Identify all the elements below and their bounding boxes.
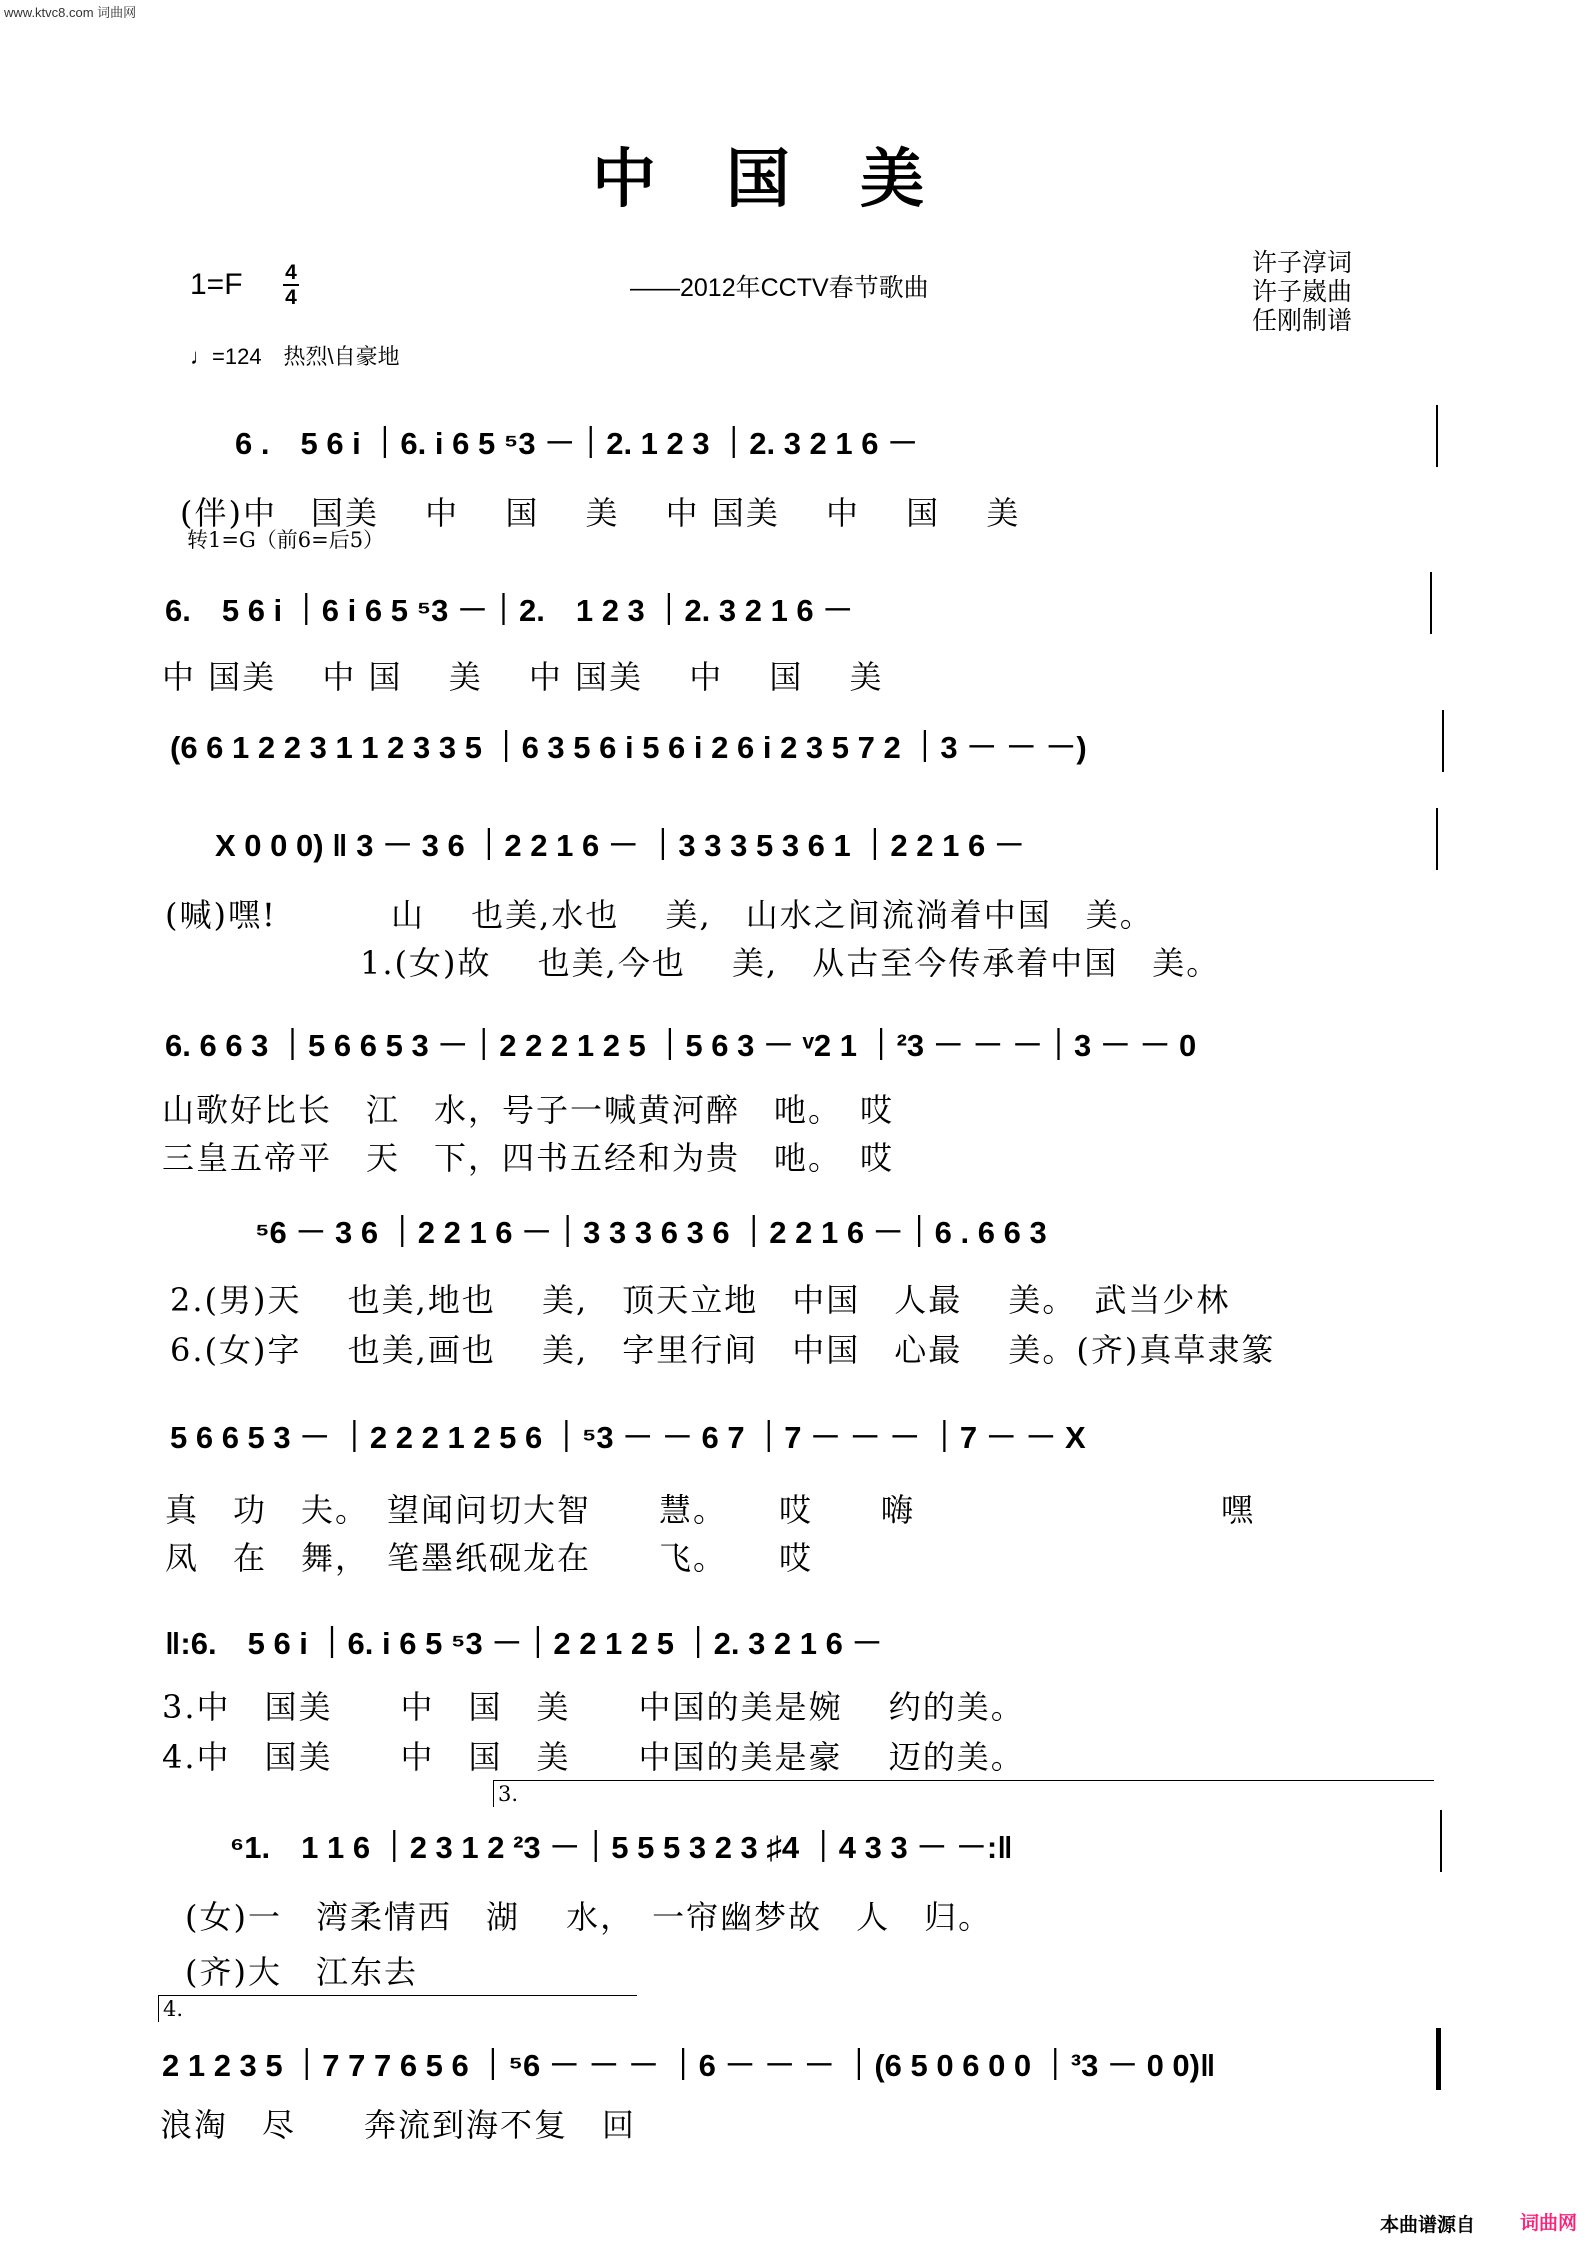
footer-site-logo[interactable]: 词曲网	[1520, 2212, 1578, 2234]
lyric-line-10a: 浪淘 尽 奔流到海不复 回	[160, 2106, 637, 2144]
lyric-line-7b: 凤 在 舞， 笔墨纸砚龙在 飞。 哎	[165, 1539, 814, 1577]
tempo-marking: ♩=124 热烈\自豪地	[190, 344, 400, 369]
score-line-1: 6 . 5 6 i ｜6. i 6 5 ⁵3 －｜2. 1 2 3 ｜2. 3 2 1 6 －	[235, 426, 919, 461]
lyric-line-9a: (女)一 湾柔情西 湖 水， 一帘幽梦故 人 归。	[185, 1898, 993, 1936]
bar-line	[1436, 405, 1438, 467]
watermark: www.ktvc8.com 词曲网	[4, 5, 137, 20]
score-line-2: 6. 5 6 i ｜6 i 6 5 ⁵3 －｜2. 1 2 3 ｜2. 3 2 1 6 －	[165, 593, 854, 628]
score-line-4: X 0 0 0) ‖ 3 － 3 6 ｜2 2 1 6 － ｜3 3 3 5 3 6 1 ｜2 2 1 6 －	[215, 828, 1025, 863]
score-line-8: ‖:6. 5 6 i ｜6. i 6 5 ⁵3 －｜2 2 1 2 5 ｜2. 3 2 1 6 －	[165, 1626, 883, 1661]
footer-source-label: 本曲谱源自	[1380, 2214, 1476, 2236]
song-title: 中国美	[592, 142, 994, 217]
volta-label-4: 4.	[163, 1997, 184, 2021]
lyric-line-6b: 6.(女)字 也美,画也 美, 字里行间 中国 心最 美。(齐)真草隶篆	[170, 1331, 1276, 1369]
bar-line	[1442, 710, 1444, 772]
volta-label-3: 3.	[498, 1782, 519, 1806]
lyric-line-8a: 3.中 国美 中 国 美 中国的美是婉 约的美。	[162, 1688, 1025, 1726]
lyric-line-6a: 2.(男)天 也美,地也 美, 顶天立地 中国 人最 美。 武当少林	[170, 1281, 1231, 1319]
modulation-mark: 转1=G（前6=后5）	[187, 528, 385, 552]
subtitle: ——2012年CCTV春节歌曲	[630, 274, 929, 302]
volta-bracket-4	[158, 1995, 637, 2022]
lyricist: 许子淳词	[1252, 248, 1353, 277]
score-line-9: ⁶1. 1 1 6 ｜2 3 1 2 ²3 －｜5 5 5 3 2 3 ♯4 ｜4 3 3 － －:‖	[230, 1830, 1013, 1865]
score-line-3: (6 6 1 2 2 3 1 1 2 3 3 5 ｜6 3 5 6 i 5 6 i 2 6 i 2 3 5 7 2 ｜3 － － －)	[170, 730, 1087, 765]
score-line-6: ⁵6 － 3 6 ｜2 2 1 6 －｜3 3 3 6 3 6 ｜2 2 1 6 －｜6 . 6 6 3	[255, 1215, 1047, 1250]
lyric-line-4b: 1.(女)故 也美,今也 美, 从古至今传承着中国 美。	[360, 944, 1221, 982]
lyric-line-9b: (齐)大 江东去	[185, 1953, 418, 1991]
lyric-line-5a: 山歌好比长 江 水，号子一喊黄河醉 吔。 哎	[162, 1091, 895, 1129]
time-top: 4	[285, 261, 297, 284]
lyric-line-4a: (喊)嘿! 山 也美,水也 美, 山水之间流淌着中国 美。	[165, 896, 1154, 934]
credits	[1252, 248, 1352, 335]
lyric-line-7a: 真 功 夫。 望闻问切大智 慧。 哎 嗨 嘿	[165, 1491, 1256, 1529]
lyric-line-8b: 4.中 国美 中 国 美 中国的美是豪 迈的美。	[162, 1738, 1025, 1776]
bar-line	[1436, 808, 1438, 870]
transcriber: 任刚制谱	[1252, 306, 1353, 335]
bar-line	[1430, 572, 1432, 634]
key-signature: 1=F	[190, 268, 243, 301]
score-line-5: 6. 6 6 3 ｜5 6 6 5 3 －｜2 2 2 1 2 5 ｜5 6 3 － ᵛ2 1 ｜²3 － － －｜3 － － 0	[165, 1028, 1197, 1063]
bar-line	[1440, 1810, 1442, 1872]
final-bar-line	[1436, 2028, 1441, 2090]
lyric-line-5b: 三皇五帝平 天 下，四书五经和为贵 吔。 哎	[162, 1139, 895, 1177]
score-line-10: 2 1 2 3 5 ｜7 7 7 6 5 6 ｜⁵6 － － － ｜6 － － － ｜(6 5 0 6 0 0 ｜³3 － 0 0)‖	[162, 2048, 1216, 2083]
lyric-line-2a: 中 国美 中 国 美 中 国美 中 国 美	[162, 658, 884, 696]
composer: 许子崴曲	[1252, 277, 1353, 306]
time-bottom: 4	[285, 286, 297, 309]
time-signature	[283, 262, 299, 308]
score-line-7: 5 6 6 5 3 － ｜2 2 2 1 2 5 6 ｜⁵3 － － 6 7 ｜7 － － － ｜7 － － X	[170, 1420, 1086, 1455]
volta-bracket-3	[493, 1780, 1434, 1807]
lyric-line-1a: (伴)中 国美 中 国 美 中 国美 中 国 美	[180, 494, 1021, 532]
